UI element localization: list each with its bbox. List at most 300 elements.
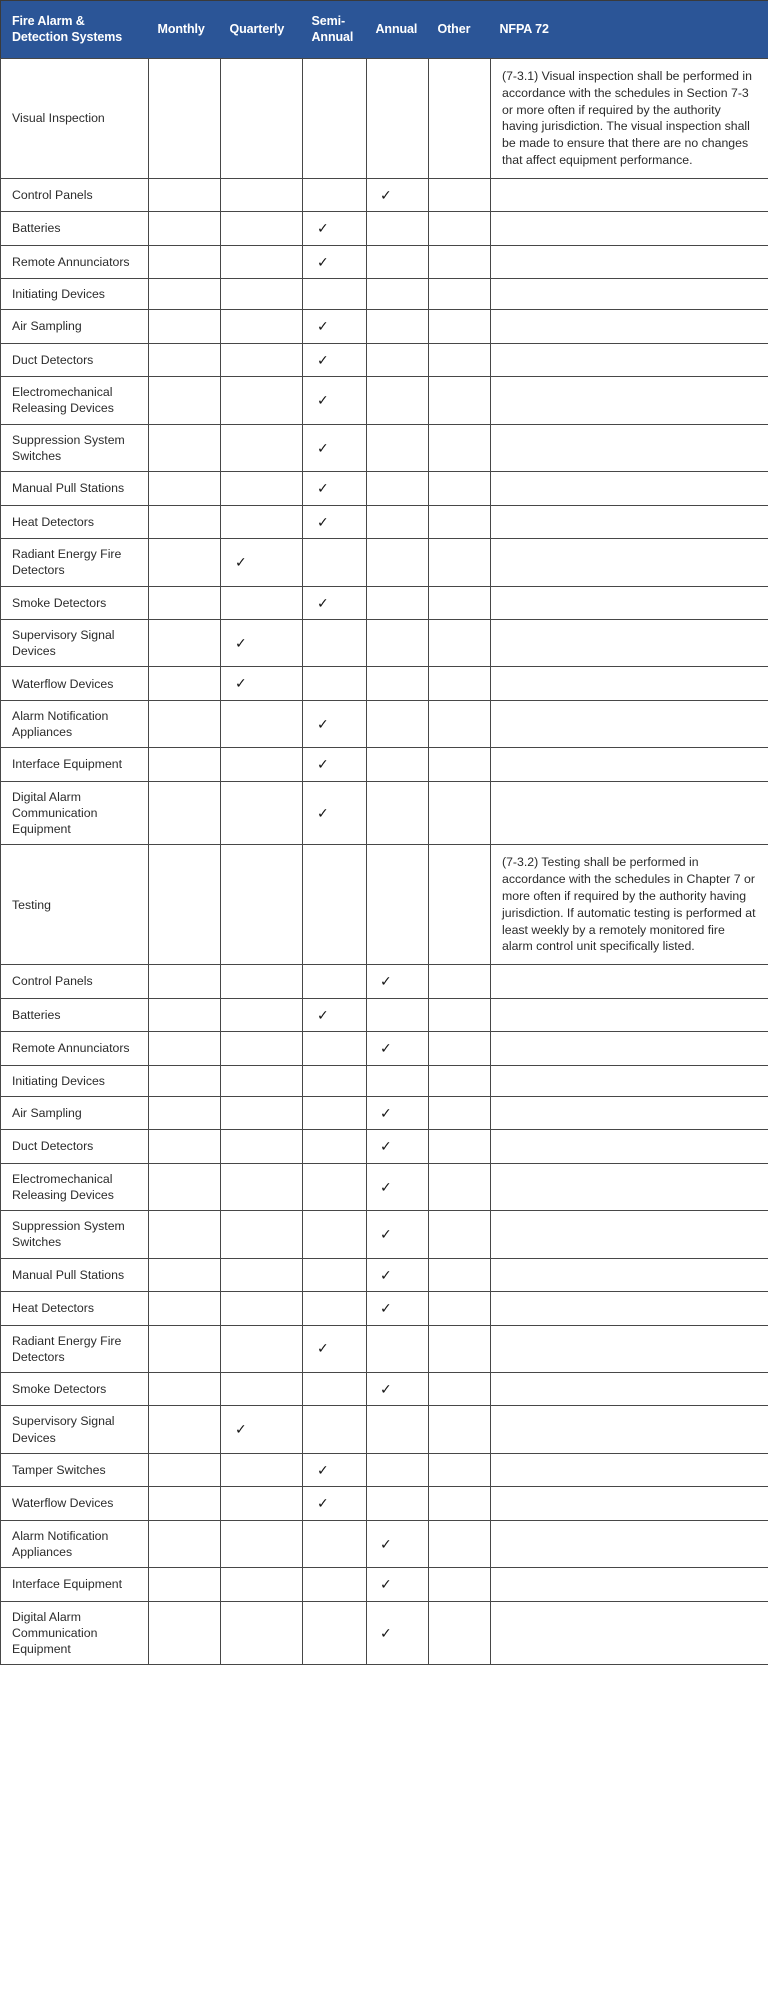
cell-item-name: Initiating Devices bbox=[1, 279, 149, 310]
cell-semiannual bbox=[303, 586, 367, 619]
checkmark-icon: ✓ bbox=[317, 1495, 329, 1512]
checkmark-icon: ✓ bbox=[317, 715, 329, 732]
checkmark-icon: ✓ bbox=[380, 1300, 392, 1317]
cell-semiannual bbox=[303, 1568, 367, 1601]
table-row bbox=[1, 343, 768, 376]
cell-annual bbox=[367, 377, 429, 424]
cell-item-name: Electromechanical Releasing Devices bbox=[1, 1163, 149, 1210]
table-row bbox=[1, 1568, 768, 1601]
cell-other bbox=[429, 1032, 491, 1065]
cell-quarterly bbox=[221, 343, 303, 376]
checkmark-icon: ✓ bbox=[380, 1104, 392, 1121]
cell-item-name: Interface Equipment bbox=[1, 1568, 149, 1601]
cell-quarterly bbox=[221, 998, 303, 1031]
table-row bbox=[1, 1406, 768, 1453]
cell-semiannual bbox=[303, 1211, 367, 1258]
cell-monthly bbox=[149, 1325, 221, 1372]
cell-annual bbox=[367, 619, 429, 666]
cell-annual bbox=[367, 343, 429, 376]
cell-annual bbox=[367, 1096, 429, 1129]
cell-nfpa72-note bbox=[491, 1325, 768, 1372]
cell-annual bbox=[367, 1258, 429, 1291]
checkmark-icon: ✓ bbox=[317, 1340, 329, 1357]
column-header-monthly: Monthly bbox=[149, 1, 221, 59]
cell-item-name: Control Panels bbox=[1, 178, 149, 211]
checkmark-icon: ✓ bbox=[317, 220, 329, 237]
cell-other bbox=[429, 1292, 491, 1325]
table-row bbox=[1, 781, 768, 845]
table-row bbox=[1, 586, 768, 619]
checkmark-icon: ✓ bbox=[317, 594, 329, 611]
cell-annual bbox=[367, 667, 429, 700]
checkmark-icon: ✓ bbox=[380, 973, 392, 990]
cell-nfpa72-note bbox=[491, 586, 768, 619]
cell-other bbox=[429, 343, 491, 376]
cell-quarterly bbox=[221, 1292, 303, 1325]
cell-other bbox=[429, 1406, 491, 1453]
cell-nfpa72-note bbox=[491, 1130, 768, 1163]
cell-nfpa72-note bbox=[491, 343, 768, 376]
checkmark-icon: ✓ bbox=[380, 186, 392, 203]
cell-quarterly bbox=[221, 178, 303, 211]
cell-other bbox=[429, 1096, 491, 1129]
checkmark-icon: ✓ bbox=[317, 253, 329, 270]
cell-annual bbox=[367, 586, 429, 619]
cell-monthly bbox=[149, 539, 221, 586]
cell-item-name: Waterflow Devices bbox=[1, 1487, 149, 1520]
cell-quarterly bbox=[221, 539, 303, 586]
cell-nfpa72-note bbox=[491, 1520, 768, 1567]
checkmark-icon: ✓ bbox=[317, 392, 329, 409]
cell-nfpa72-note bbox=[491, 667, 768, 700]
table-row bbox=[1, 505, 768, 538]
cell-nfpa72-note bbox=[491, 1163, 768, 1210]
cell-monthly bbox=[149, 845, 221, 965]
cell-semiannual bbox=[303, 310, 367, 343]
cell-nfpa72-note bbox=[491, 1406, 768, 1453]
cell-nfpa72-note bbox=[491, 310, 768, 343]
cell-nfpa72-note bbox=[491, 1568, 768, 1601]
cell-annual bbox=[367, 424, 429, 471]
cell-nfpa72-note bbox=[491, 619, 768, 666]
cell-nfpa72-note bbox=[491, 505, 768, 538]
table-row bbox=[1, 667, 768, 700]
cell-item-name: Suppression System Switches bbox=[1, 424, 149, 471]
cell-semiannual bbox=[303, 245, 367, 278]
cell-quarterly bbox=[221, 472, 303, 505]
cell-nfpa72-note bbox=[491, 1372, 768, 1405]
cell-annual bbox=[367, 998, 429, 1031]
cell-item-name: Visual Inspection bbox=[1, 59, 149, 179]
cell-nfpa72-note bbox=[491, 1211, 768, 1258]
cell-item-name: Manual Pull Stations bbox=[1, 472, 149, 505]
cell-item-name: Batteries bbox=[1, 998, 149, 1031]
checkmark-icon: ✓ bbox=[380, 1535, 392, 1552]
cell-semiannual bbox=[303, 1372, 367, 1405]
cell-quarterly bbox=[221, 245, 303, 278]
column-header-nfpa72: NFPA 72 bbox=[491, 1, 768, 59]
cell-item-name: Testing bbox=[1, 845, 149, 965]
cell-item-name: Heat Detectors bbox=[1, 1292, 149, 1325]
cell-monthly bbox=[149, 1292, 221, 1325]
cell-semiannual bbox=[303, 1406, 367, 1453]
cell-quarterly bbox=[221, 424, 303, 471]
cell-annual bbox=[367, 178, 429, 211]
cell-monthly bbox=[149, 1258, 221, 1291]
cell-nfpa72-note bbox=[491, 1065, 768, 1096]
cell-quarterly bbox=[221, 619, 303, 666]
cell-other bbox=[429, 781, 491, 845]
cell-quarterly bbox=[221, 1568, 303, 1601]
cell-quarterly bbox=[221, 1163, 303, 1210]
checkmark-icon: ✓ bbox=[317, 513, 329, 530]
checkmark-icon: ✓ bbox=[317, 1461, 329, 1478]
cell-item-name: Air Sampling bbox=[1, 310, 149, 343]
cell-quarterly bbox=[221, 59, 303, 179]
cell-item-name: Electromechanical Releasing Devices bbox=[1, 377, 149, 424]
cell-quarterly bbox=[221, 279, 303, 310]
cell-monthly bbox=[149, 505, 221, 538]
cell-semiannual bbox=[303, 1096, 367, 1129]
table-header-row bbox=[1, 1, 768, 59]
table-row bbox=[1, 1601, 768, 1665]
cell-annual bbox=[367, 1601, 429, 1665]
cell-annual bbox=[367, 1520, 429, 1567]
table-row bbox=[1, 998, 768, 1031]
cell-semiannual bbox=[303, 781, 367, 845]
cell-monthly bbox=[149, 279, 221, 310]
cell-other bbox=[429, 539, 491, 586]
cell-item-name: Supervisory Signal Devices bbox=[1, 1406, 149, 1453]
cell-nfpa72-note bbox=[491, 212, 768, 245]
cell-other bbox=[429, 279, 491, 310]
cell-monthly bbox=[149, 1520, 221, 1567]
cell-nfpa72-note bbox=[491, 1601, 768, 1665]
checkmark-icon: ✓ bbox=[380, 1226, 392, 1243]
cell-annual bbox=[367, 965, 429, 998]
cell-monthly bbox=[149, 472, 221, 505]
table-row bbox=[1, 965, 768, 998]
table-row bbox=[1, 279, 768, 310]
cell-other bbox=[429, 845, 491, 965]
cell-other bbox=[429, 586, 491, 619]
cell-annual bbox=[367, 1292, 429, 1325]
cell-quarterly bbox=[221, 1453, 303, 1486]
cell-monthly bbox=[149, 1163, 221, 1210]
cell-annual bbox=[367, 539, 429, 586]
cell-monthly bbox=[149, 1568, 221, 1601]
column-header-quarterly: Quarterly bbox=[221, 1, 303, 59]
cell-semiannual bbox=[303, 1520, 367, 1567]
cell-semiannual bbox=[303, 472, 367, 505]
cell-quarterly bbox=[221, 1406, 303, 1453]
cell-item-name: Duct Detectors bbox=[1, 1130, 149, 1163]
table-row bbox=[1, 59, 768, 179]
cell-nfpa72-note bbox=[491, 781, 768, 845]
cell-monthly bbox=[149, 245, 221, 278]
cell-other bbox=[429, 998, 491, 1031]
cell-nfpa72-note bbox=[491, 748, 768, 781]
cell-nfpa72-note bbox=[491, 539, 768, 586]
cell-item-name: Alarm Notification Appliances bbox=[1, 1520, 149, 1567]
table-row bbox=[1, 1096, 768, 1129]
cell-other bbox=[429, 1568, 491, 1601]
cell-annual bbox=[367, 245, 429, 278]
cell-annual bbox=[367, 310, 429, 343]
cell-other bbox=[429, 1601, 491, 1665]
cell-monthly bbox=[149, 59, 221, 179]
checkmark-icon: ✓ bbox=[380, 1266, 392, 1283]
checkmark-icon: ✓ bbox=[235, 554, 247, 571]
cell-monthly bbox=[149, 1406, 221, 1453]
cell-nfpa72-note bbox=[491, 424, 768, 471]
cell-quarterly bbox=[221, 586, 303, 619]
cell-item-name: Batteries bbox=[1, 212, 149, 245]
table-row bbox=[1, 748, 768, 781]
cell-semiannual bbox=[303, 965, 367, 998]
cell-other bbox=[429, 965, 491, 998]
table-row bbox=[1, 700, 768, 747]
cell-other bbox=[429, 1163, 491, 1210]
cell-semiannual bbox=[303, 748, 367, 781]
cell-annual bbox=[367, 1487, 429, 1520]
cell-monthly bbox=[149, 178, 221, 211]
cell-semiannual bbox=[303, 59, 367, 179]
cell-nfpa72-note bbox=[491, 965, 768, 998]
cell-other bbox=[429, 1520, 491, 1567]
cell-monthly bbox=[149, 212, 221, 245]
cell-nfpa72-note bbox=[491, 1096, 768, 1129]
checkmark-icon: ✓ bbox=[317, 480, 329, 497]
cell-nfpa72-note bbox=[491, 472, 768, 505]
cell-semiannual bbox=[303, 1130, 367, 1163]
cell-annual bbox=[367, 781, 429, 845]
cell-monthly bbox=[149, 1096, 221, 1129]
table-row bbox=[1, 845, 768, 965]
cell-quarterly bbox=[221, 1096, 303, 1129]
table-row bbox=[1, 212, 768, 245]
table-row bbox=[1, 539, 768, 586]
cell-item-name: Heat Detectors bbox=[1, 505, 149, 538]
table-row bbox=[1, 1258, 768, 1291]
checkmark-icon: ✓ bbox=[380, 1380, 392, 1397]
cell-other bbox=[429, 310, 491, 343]
cell-item-name: Manual Pull Stations bbox=[1, 1258, 149, 1291]
table-row bbox=[1, 1130, 768, 1163]
cell-other bbox=[429, 424, 491, 471]
cell-quarterly bbox=[221, 1325, 303, 1372]
cell-quarterly bbox=[221, 1258, 303, 1291]
cell-other bbox=[429, 1211, 491, 1258]
cell-nfpa72-note bbox=[491, 998, 768, 1031]
checkmark-icon: ✓ bbox=[380, 1040, 392, 1057]
cell-item-name: Initiating Devices bbox=[1, 1065, 149, 1096]
cell-quarterly bbox=[221, 845, 303, 965]
cell-nfpa72-note bbox=[491, 377, 768, 424]
cell-annual bbox=[367, 1130, 429, 1163]
cell-other bbox=[429, 1372, 491, 1405]
cell-annual bbox=[367, 845, 429, 965]
cell-quarterly bbox=[221, 1211, 303, 1258]
table-row bbox=[1, 1520, 768, 1567]
checkmark-icon: ✓ bbox=[317, 804, 329, 821]
table-row bbox=[1, 245, 768, 278]
cell-monthly bbox=[149, 1065, 221, 1096]
cell-annual bbox=[367, 1406, 429, 1453]
cell-item-name: Digital Alarm Communication Equipment bbox=[1, 1601, 149, 1665]
cell-annual bbox=[367, 59, 429, 179]
cell-monthly bbox=[149, 700, 221, 747]
checkmark-icon: ✓ bbox=[317, 756, 329, 773]
table-row bbox=[1, 1032, 768, 1065]
table-body bbox=[1, 59, 768, 1665]
cell-monthly bbox=[149, 1032, 221, 1065]
cell-monthly bbox=[149, 586, 221, 619]
cell-item-name: Control Panels bbox=[1, 965, 149, 998]
cell-quarterly bbox=[221, 1130, 303, 1163]
cell-other bbox=[429, 1130, 491, 1163]
cell-semiannual bbox=[303, 343, 367, 376]
cell-other bbox=[429, 748, 491, 781]
cell-monthly bbox=[149, 310, 221, 343]
table-row bbox=[1, 424, 768, 471]
cell-annual bbox=[367, 472, 429, 505]
cell-nfpa72-note bbox=[491, 1453, 768, 1486]
column-header-semiannual: Semi-Annual bbox=[303, 1, 367, 59]
cell-quarterly bbox=[221, 1065, 303, 1096]
cell-other bbox=[429, 1453, 491, 1486]
cell-annual bbox=[367, 1325, 429, 1372]
cell-semiannual bbox=[303, 212, 367, 245]
cell-other bbox=[429, 667, 491, 700]
table-row bbox=[1, 1487, 768, 1520]
cell-quarterly bbox=[221, 1601, 303, 1665]
cell-annual bbox=[367, 700, 429, 747]
cell-nfpa72-note bbox=[491, 1292, 768, 1325]
cell-monthly bbox=[149, 1211, 221, 1258]
cell-other bbox=[429, 700, 491, 747]
column-header-other: Other bbox=[429, 1, 491, 59]
cell-semiannual bbox=[303, 539, 367, 586]
cell-quarterly bbox=[221, 212, 303, 245]
cell-item-name: Waterflow Devices bbox=[1, 667, 149, 700]
cell-quarterly bbox=[221, 377, 303, 424]
cell-monthly bbox=[149, 1487, 221, 1520]
cell-annual bbox=[367, 212, 429, 245]
cell-monthly bbox=[149, 1130, 221, 1163]
table-row bbox=[1, 1325, 768, 1372]
cell-quarterly bbox=[221, 1487, 303, 1520]
cell-quarterly bbox=[221, 1032, 303, 1065]
cell-other bbox=[429, 377, 491, 424]
cell-nfpa72-note bbox=[491, 1258, 768, 1291]
cell-semiannual bbox=[303, 178, 367, 211]
cell-semiannual bbox=[303, 700, 367, 747]
checkmark-icon: ✓ bbox=[380, 1178, 392, 1195]
cell-semiannual bbox=[303, 1292, 367, 1325]
cell-quarterly bbox=[221, 667, 303, 700]
checkmark-icon: ✓ bbox=[235, 1421, 247, 1438]
cell-item-name: Supervisory Signal Devices bbox=[1, 619, 149, 666]
table-row bbox=[1, 310, 768, 343]
cell-other bbox=[429, 619, 491, 666]
cell-item-name: Radiant Energy Fire Detectors bbox=[1, 1325, 149, 1372]
cell-semiannual bbox=[303, 1258, 367, 1291]
cell-quarterly bbox=[221, 310, 303, 343]
table-row bbox=[1, 1211, 768, 1258]
checkmark-icon: ✓ bbox=[235, 634, 247, 651]
cell-other bbox=[429, 1065, 491, 1096]
cell-quarterly bbox=[221, 505, 303, 538]
table-row bbox=[1, 1163, 768, 1210]
cell-semiannual bbox=[303, 667, 367, 700]
checkmark-icon: ✓ bbox=[317, 439, 329, 456]
cell-item-name: Tamper Switches bbox=[1, 1453, 149, 1486]
cell-monthly bbox=[149, 1601, 221, 1665]
cell-semiannual bbox=[303, 1163, 367, 1210]
cell-annual bbox=[367, 748, 429, 781]
cell-monthly bbox=[149, 998, 221, 1031]
table-row bbox=[1, 619, 768, 666]
cell-other bbox=[429, 59, 491, 179]
cell-item-name: Radiant Energy Fire Detectors bbox=[1, 539, 149, 586]
cell-other bbox=[429, 245, 491, 278]
cell-nfpa72-note bbox=[491, 178, 768, 211]
cell-semiannual bbox=[303, 424, 367, 471]
cell-annual bbox=[367, 1453, 429, 1486]
checkmark-icon: ✓ bbox=[317, 318, 329, 335]
cell-item-name: Alarm Notification Appliances bbox=[1, 700, 149, 747]
cell-nfpa72-note bbox=[491, 245, 768, 278]
cell-nfpa72-note bbox=[491, 700, 768, 747]
cell-nfpa72-note bbox=[491, 1487, 768, 1520]
cell-monthly bbox=[149, 619, 221, 666]
cell-nfpa72-note: (7-3.2) Testing shall be performed in accordance with the schedules in Chapter 7 or more often if required by the authority having jurisdiction. If automatic testing is performed at least weekly by a remotely monitored fire alarm control unit specifically listed. bbox=[491, 845, 768, 965]
checkmark-icon: ✓ bbox=[317, 351, 329, 368]
cell-semiannual bbox=[303, 845, 367, 965]
cell-semiannual bbox=[303, 279, 367, 310]
cell-item-name: Air Sampling bbox=[1, 1096, 149, 1129]
cell-monthly bbox=[149, 667, 221, 700]
cell-annual bbox=[367, 1568, 429, 1601]
cell-semiannual bbox=[303, 505, 367, 538]
column-header-item: Fire Alarm & Detection Systems bbox=[1, 1, 149, 59]
cell-monthly bbox=[149, 781, 221, 845]
checkmark-icon: ✓ bbox=[380, 1576, 392, 1593]
cell-annual bbox=[367, 505, 429, 538]
cell-item-name: Smoke Detectors bbox=[1, 586, 149, 619]
cell-monthly bbox=[149, 1372, 221, 1405]
cell-quarterly bbox=[221, 965, 303, 998]
cell-monthly bbox=[149, 424, 221, 471]
cell-item-name: Suppression System Switches bbox=[1, 1211, 149, 1258]
cell-annual bbox=[367, 1163, 429, 1210]
cell-semiannual bbox=[303, 1453, 367, 1486]
cell-nfpa72-note bbox=[491, 1032, 768, 1065]
cell-annual bbox=[367, 279, 429, 310]
cell-semiannual bbox=[303, 619, 367, 666]
cell-monthly bbox=[149, 748, 221, 781]
cell-semiannual bbox=[303, 1032, 367, 1065]
cell-semiannual bbox=[303, 1487, 367, 1520]
cell-other bbox=[429, 472, 491, 505]
cell-annual bbox=[367, 1211, 429, 1258]
cell-quarterly bbox=[221, 781, 303, 845]
cell-semiannual bbox=[303, 1065, 367, 1096]
table-row bbox=[1, 377, 768, 424]
cell-semiannual bbox=[303, 998, 367, 1031]
cell-item-name: Duct Detectors bbox=[1, 343, 149, 376]
